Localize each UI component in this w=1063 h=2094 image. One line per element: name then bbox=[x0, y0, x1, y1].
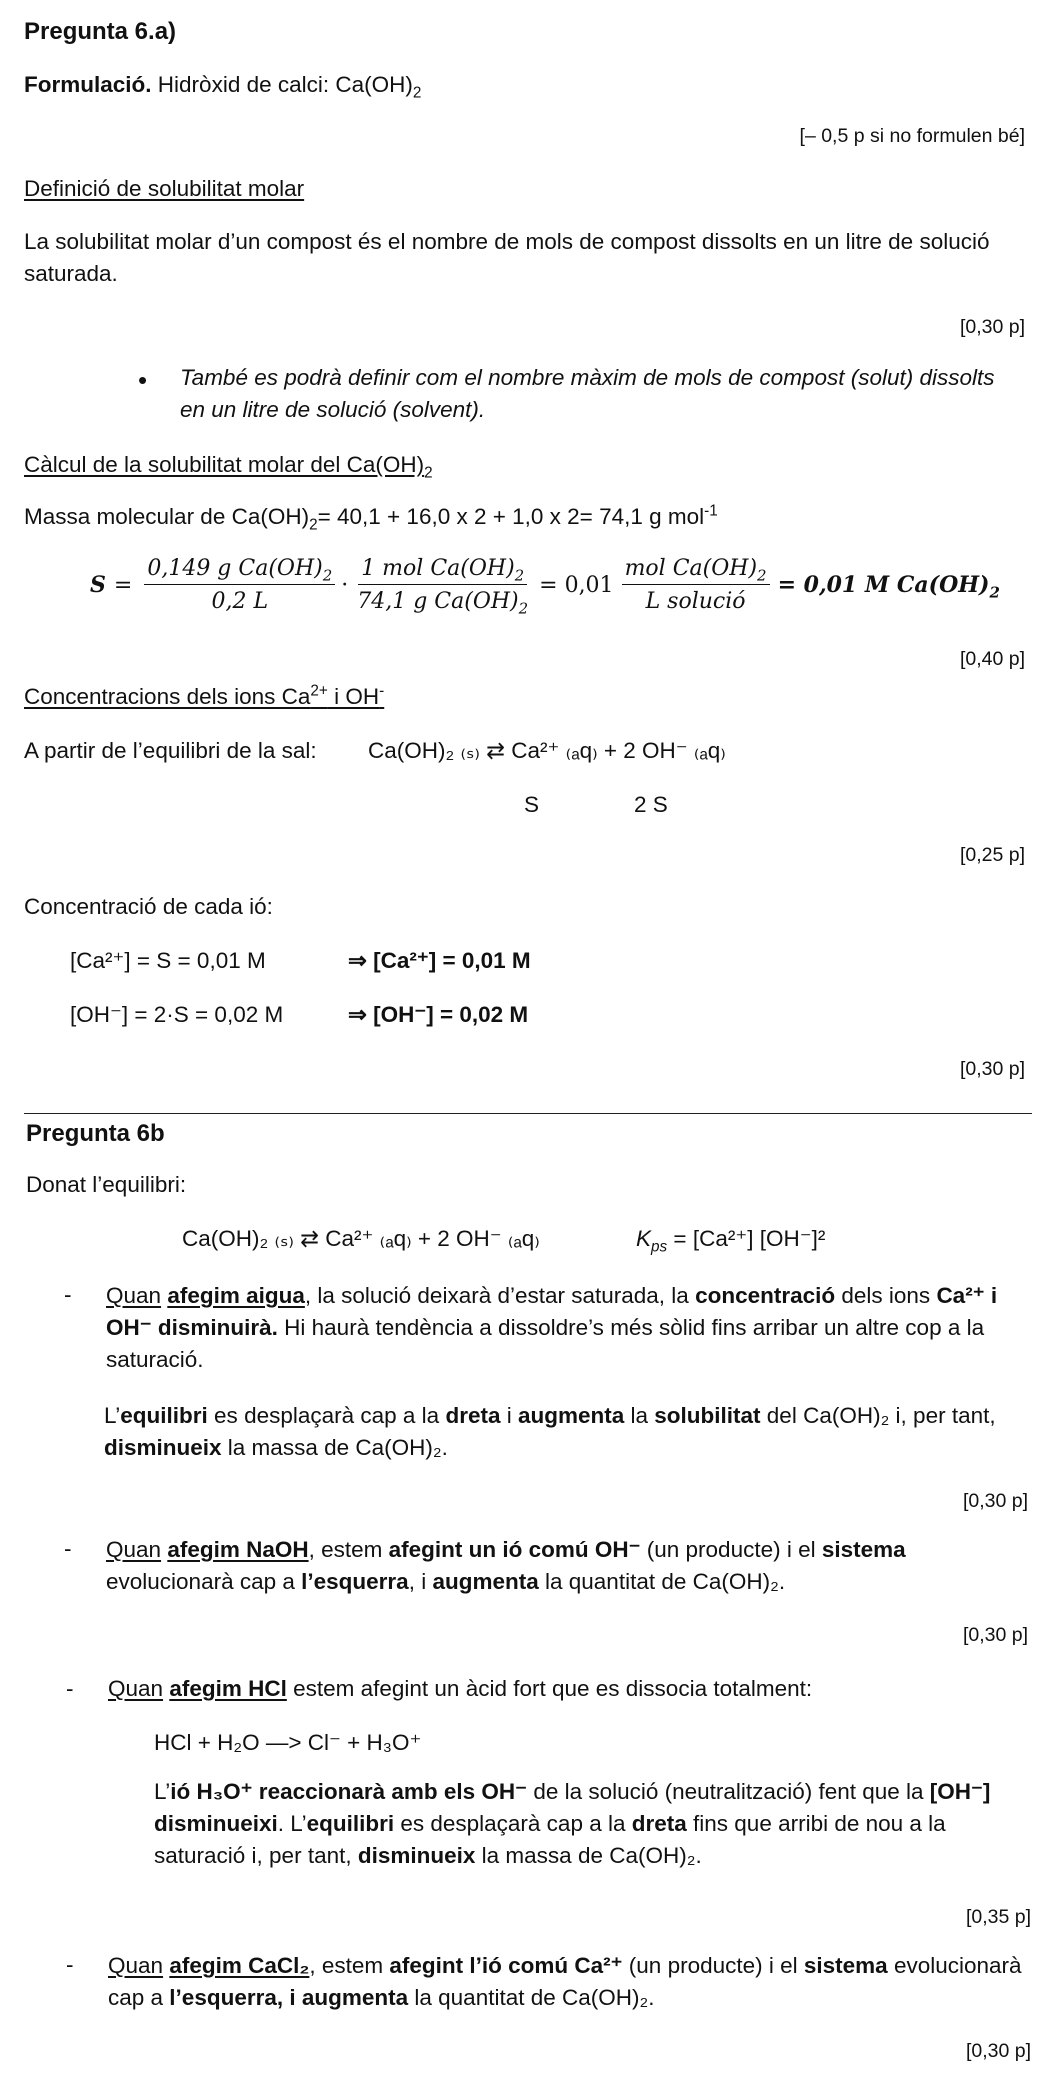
s2-label: 2 S bbox=[634, 792, 668, 817]
item3-para-j: disminueix bbox=[357, 1843, 476, 1868]
item4-p3: , estem bbox=[309, 1953, 390, 1978]
dash-4: - bbox=[66, 1952, 74, 1977]
item1-pts: [0,30 p] bbox=[962, 1490, 1028, 1512]
item2-pts: [0,30 p] bbox=[962, 1624, 1028, 1646]
bullet-icon: • bbox=[138, 365, 148, 395]
eq-result bbox=[777, 571, 1000, 602]
formulacio-sub: 2 bbox=[412, 84, 422, 102]
item2-p7: evolucionarà cap a bbox=[106, 1569, 302, 1594]
item4-p4: afegint l’ió comú Ca²⁺ bbox=[389, 1953, 623, 1978]
conc-each: Concentració de cada ió: bbox=[24, 894, 273, 919]
eq-result-sub: 2 bbox=[989, 583, 1000, 602]
item3-para-f: equilibri bbox=[306, 1811, 395, 1836]
item1-para2-d: dreta bbox=[445, 1403, 501, 1428]
item1-p4: concentració bbox=[695, 1283, 836, 1308]
def-heading: Definició de solubilitat molar bbox=[24, 176, 305, 201]
item3-p1: Quan bbox=[108, 1676, 164, 1701]
conc-heading bbox=[24, 684, 384, 710]
s-label: S bbox=[524, 792, 540, 817]
pts-equil: [0,25 p] bbox=[959, 844, 1025, 866]
item2-p8: l’esquerra bbox=[301, 1569, 409, 1594]
eq-frac-1 bbox=[144, 556, 335, 615]
eq-result-text: = 0,01 M Ca(OH) bbox=[777, 571, 990, 598]
item2-p6: sistema bbox=[821, 1537, 906, 1562]
item1-para2-h: solubilitat bbox=[654, 1403, 761, 1428]
item1-para2-f: augmenta bbox=[518, 1403, 625, 1428]
eq-f1-num: 0,149 g Ca(OH) bbox=[147, 556, 323, 581]
item2-p11: la quantitat de Ca(OH)₂. bbox=[538, 1569, 786, 1594]
equil-reaction: Ca(OH)₂ ₍ₛ₎ ⇄ Ca²⁺ ₍ₐq₎ + 2 OH⁻ ₍ₐq₎ bbox=[368, 738, 726, 763]
ca-line: [Ca²⁺] = S = 0,01 M bbox=[70, 948, 266, 973]
mass-sub: 2 bbox=[309, 516, 318, 534]
eq-mid: = 0,01 bbox=[539, 572, 614, 598]
dash-3: - bbox=[66, 1676, 74, 1701]
eq-f3-num-sub: 2 bbox=[757, 566, 767, 585]
item1-p1: Quan bbox=[106, 1283, 162, 1308]
calc-heading bbox=[24, 452, 433, 482]
item1-para2-i: del Ca(OH)₂ i, per tant, bbox=[760, 1403, 996, 1428]
eq-lhs: S bbox=[90, 571, 106, 598]
item2-p5: (un producte) i el bbox=[640, 1537, 822, 1562]
item1-p7: Hi haurà tendència a dissoldre’s més sòlid fins arribar un altre cop a la saturació. bbox=[106, 1315, 985, 1372]
item3-para-h: dreta bbox=[631, 1811, 687, 1836]
item3-para-b: ió H₃O⁺ reaccionarà amb els OH⁻ bbox=[170, 1779, 528, 1804]
formulacio-text: Hidròxid de calci: Ca(OH) bbox=[157, 72, 413, 97]
calc-heading-sub: 2 bbox=[424, 464, 433, 482]
item4-p1: Quan bbox=[108, 1953, 164, 1978]
eq-f1-den: 0,2 L bbox=[211, 589, 269, 615]
item4-p7: evolucionarà cap a bbox=[108, 1953, 1022, 2010]
item1-para2-e: i bbox=[500, 1403, 518, 1428]
item4-p6: sistema bbox=[803, 1953, 888, 1978]
eq-f2-num: 1 mol Ca(OH) bbox=[361, 556, 515, 581]
oh-result: ⇒ [OH⁻] = 0,02 M bbox=[348, 1002, 529, 1027]
item3-para-g: es desplaçarà cap a la bbox=[394, 1811, 632, 1836]
pts-conc: [0,30 p] bbox=[959, 1058, 1025, 1080]
oh-line: [OH⁻] = 2·S = 0,02 M bbox=[70, 1002, 284, 1027]
item1-p3: , la solució deixarà d’estar saturada, la bbox=[304, 1283, 696, 1308]
formulacio-line bbox=[24, 72, 422, 102]
conc-heading-sup2: - bbox=[379, 682, 385, 700]
item1-para2-b: equilibri bbox=[120, 1403, 208, 1428]
item1-para2-j: disminueix bbox=[104, 1435, 222, 1460]
item2-p9: , i bbox=[408, 1569, 433, 1594]
item4-para bbox=[108, 1950, 1026, 2014]
item4-pts: [0,30 p] bbox=[965, 2040, 1031, 2062]
item1-p5: dels ions bbox=[835, 1283, 937, 1308]
item1-para2-a: L’ bbox=[104, 1403, 121, 1428]
eq-f2-num-sub: 2 bbox=[514, 566, 525, 585]
item1-p2: afegim aigua bbox=[167, 1283, 305, 1308]
item3-para-i: fins que arribi de nou a la saturació i, per tant, bbox=[154, 1811, 946, 1868]
conc-heading-text: Concentracions dels ions Ca bbox=[24, 684, 311, 709]
formulacio-label: Formulació. bbox=[24, 72, 152, 97]
item1-para2-c: es desplaçarà cap a la bbox=[207, 1403, 446, 1428]
item2-p3: , estem bbox=[308, 1537, 389, 1562]
item1-para2-k: la massa de Ca(OH)₂. bbox=[221, 1435, 448, 1460]
item3-reaction: HCl + H₂O —> Cl⁻ + H₃O⁺ bbox=[154, 1730, 422, 1755]
conc-heading-mid: i OH bbox=[327, 684, 380, 709]
eq-f3-num: mol Ca(OH) bbox=[624, 556, 758, 581]
eq-frac-3 bbox=[622, 556, 770, 615]
item3-para-a: L’ bbox=[154, 1779, 171, 1804]
item2-p1: Quan bbox=[106, 1537, 162, 1562]
kps-expression bbox=[636, 1226, 826, 1256]
item3-para-e: . L’ bbox=[277, 1811, 307, 1836]
item1-para2-g: la bbox=[624, 1403, 655, 1428]
item3-p2: afegim HCl bbox=[169, 1676, 287, 1701]
dash-1: - bbox=[64, 1282, 72, 1307]
eq-f3-den: L solució bbox=[645, 589, 746, 615]
mass-sup: -1 bbox=[704, 502, 718, 520]
kps-expr: = [Ca²⁺] [OH⁻]² bbox=[667, 1226, 826, 1251]
section-divider bbox=[24, 1113, 1032, 1114]
item4-p9: la quantitat de Ca(OH)₂. bbox=[408, 1985, 655, 2010]
item4-p8: l’esquerra, i augmenta bbox=[169, 1985, 409, 2010]
mass-post: = 40,1 + 16,0 x 2 + 1,0 x 2= 74,1 g mol bbox=[317, 504, 705, 529]
kps-label: K bbox=[636, 1226, 652, 1251]
penalty-note: [– 0,5 p si no formulen bé] bbox=[799, 125, 1025, 147]
item3-pts: [0,35 p] bbox=[965, 1906, 1031, 1928]
q6b-title: Pregunta 6b bbox=[26, 1120, 165, 1147]
pts-calc: [0,40 p] bbox=[959, 648, 1025, 670]
item3-para-c: de la solució (neutralització) fent que la bbox=[527, 1779, 930, 1804]
eq-frac-2 bbox=[354, 556, 531, 618]
item1-para1 bbox=[106, 1280, 1026, 1376]
conc-heading-sup: 2+ bbox=[310, 682, 328, 700]
solubility-equation: S = $\frac{0,149 g Ca(OH)_2}{0,2 L}$ · $\frac{1 mol Ca(OH)_2}{74,1 g Ca(OH)_2}$ = 0,01 $\frac{mol Ca(OH)_2}{\text{L solució}}$ = 0,01 M $Ca(OH)_2$ bbox=[90, 556, 1000, 618]
mass-pre: Massa molecular de Ca(OH) bbox=[24, 504, 310, 529]
pts-def: [0,30 p] bbox=[959, 316, 1025, 338]
eq-f2-den: 74,1 g Ca(OH) bbox=[357, 589, 519, 615]
equil-label: A partir de l’equilibri de la sal: bbox=[24, 738, 317, 763]
bullet-text: També es podrà definir com el nombre màxim de mols de compost (solut) dissolts en un litre de solució (solvent). bbox=[180, 365, 995, 422]
item3-line bbox=[108, 1676, 812, 1702]
item2-p4: afegint un ió comú OH⁻ bbox=[388, 1537, 641, 1562]
item3-para-d: [OH⁻] disminueixi bbox=[154, 1779, 991, 1836]
eq-f1-num-sub: 2 bbox=[322, 566, 333, 585]
item2-p2: afegim NaOH bbox=[167, 1537, 309, 1562]
q6b-reaction: Ca(OH)₂ ₍ₛ₎ ⇄ Ca²⁺ ₍ₐq₎ + 2 OH⁻ ₍ₐq₎ bbox=[182, 1226, 540, 1251]
mass-line bbox=[24, 502, 718, 534]
q6a-title: Pregunta 6.a) bbox=[24, 18, 177, 45]
item2-para bbox=[106, 1534, 1026, 1598]
ca-result: ⇒ [Ca²⁺] = 0,01 M bbox=[348, 948, 531, 973]
item3-para-k: la massa de Ca(OH)₂. bbox=[475, 1843, 702, 1868]
kps-sub: ps bbox=[651, 1238, 668, 1256]
item2-p10: augmenta bbox=[432, 1569, 539, 1594]
item4-p2: afegim CaCl₂ bbox=[169, 1953, 310, 1978]
item4-p5: (un producte) i el bbox=[622, 1953, 804, 1978]
calc-heading-text: Càlcul de la solubilitat molar del Ca(OH) bbox=[24, 452, 425, 477]
item1-para2 bbox=[104, 1400, 1024, 1464]
eq-f2-den-sub: 2 bbox=[518, 599, 529, 618]
dash-2: - bbox=[64, 1536, 72, 1561]
item3-para bbox=[154, 1776, 1028, 1872]
q6b-intro: Donat l’equilibri: bbox=[26, 1172, 187, 1197]
item3-p3: estem afegint un àcid fort que es dissocia totalment: bbox=[286, 1676, 813, 1701]
item1-p6: Ca²⁺ i OH⁻ disminuirà. bbox=[106, 1283, 998, 1340]
def-text: La solubilitat molar d’un compost és el nombre de mols de compost dissolts en un litre de solució saturada. bbox=[24, 229, 990, 286]
